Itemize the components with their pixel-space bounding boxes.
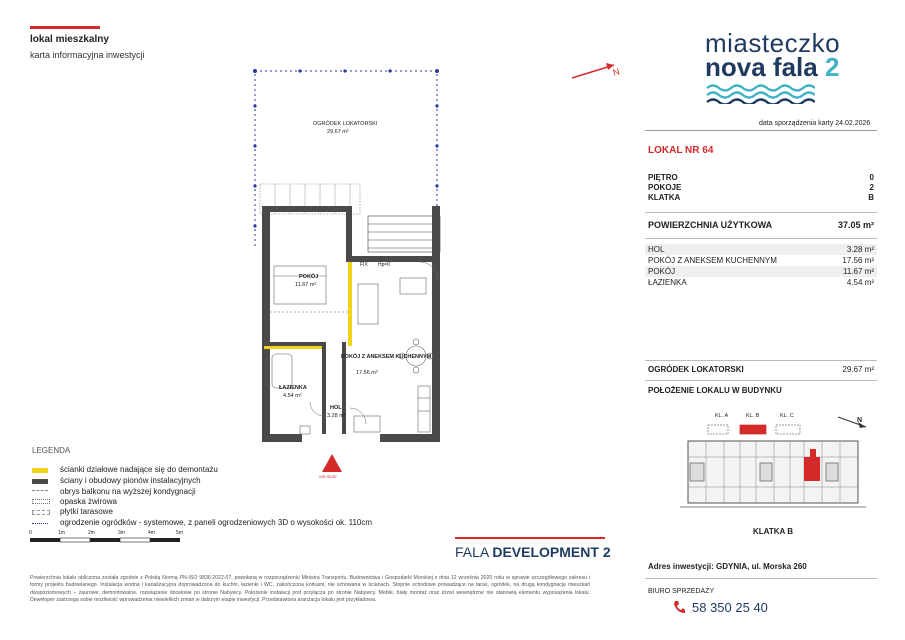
garden-separator [645, 360, 877, 361]
plan-garden-area: 29.67 m² [327, 129, 349, 135]
phone-icon [673, 600, 685, 614]
header-title: lokal mieszkalny [30, 34, 109, 45]
legend-swatch-tiles [32, 510, 50, 515]
room-value: 4.54 m² [846, 278, 874, 287]
plan-bath-area: 4.54 m² [283, 393, 302, 399]
legend-item: ścianki działowe nadające się do demontażu [60, 465, 218, 474]
building-keyplan [680, 405, 880, 525]
legend-item: ściany i obudowy pionów instalacyjnych [60, 476, 201, 485]
legend-swatch-fence [32, 523, 48, 524]
fact-value: 0 [869, 173, 874, 182]
keyplan-stair-c: KL. C [780, 413, 794, 419]
sales-office-label: BIURO SPRZEDAŻY [648, 588, 715, 595]
room-label: POKÓJ Z ANEKSEM KUCHENNYM [648, 256, 777, 265]
fact-label: POKOJE [648, 183, 682, 192]
plan-room2-area: 17.56 m² [356, 370, 378, 376]
keyplan-stair-b: KL. B [746, 413, 760, 419]
room-label: HOL [648, 245, 665, 254]
plan-room1-area: 11.67 m² [295, 282, 317, 288]
area-row [645, 219, 877, 230]
keyplan-north: N [857, 417, 863, 424]
logo-line2 [705, 52, 839, 83]
fact-label: PIĘTRO [648, 173, 678, 182]
room-label: POKÓJ [648, 267, 676, 276]
scale-bar [30, 536, 200, 546]
plan-hall-name: HOL [330, 405, 342, 411]
area-separator-bottom [645, 238, 877, 239]
card-date: data sporządzenia karty 24.02.2026 [759, 120, 871, 127]
scale-label: 5m [176, 530, 183, 536]
fact-label: KLATKA [648, 193, 681, 202]
plan-room1-name: POKÓJ [299, 274, 319, 280]
fact-value: 2 [869, 183, 874, 192]
garden-value: 29.67 m² [842, 365, 874, 374]
investment-address: Adres inwestycji: GDYNIA, ul. Morska 260 [648, 562, 807, 571]
plan-garden-name: OGRÓDEK LOKATORSKI [313, 121, 378, 127]
fact-value: B [868, 193, 874, 202]
legend-item: obrys balkonu na wyższej kondygnacji [60, 487, 196, 496]
header-subtitle: karta informacyjna inwestycji [30, 50, 145, 60]
north-label: N [611, 66, 621, 78]
developer-name-bold: DEVELOPMENT 2 [492, 544, 611, 560]
plan-fix-label: FIX [360, 262, 368, 268]
sales-phone: 58 350 25 40 [692, 600, 768, 615]
developer-name-light: FALA [455, 544, 489, 560]
compass-arrow-icon [570, 60, 630, 82]
plan-room2-name: POKÓJ Z ANEKSEM KUCHENNYM [341, 354, 432, 360]
area-label: POWIERZCHNIA UŻYTKOWA [648, 220, 773, 230]
scale-label: 3m [118, 530, 125, 536]
logo-waves-icon [705, 84, 815, 104]
disclaimer-text: Powierzchnia lokalu obliczona została zgodnie z Polską Normą PN-ISO 9836:2022-07, powołaną w rozporządzeniu Ministra Transportu, Budownictwa i Gospodarki Morskiej z dnia 12 września 2020 roku w sprawie szczegółowego zakresu i formy projektu budowlanego. Instalacja wodna i kanalizacyjna doprowadzona do kuchni, łazienki i WC, zakończona korkami, nie schowana w ścianach. Stopnie schodowe prowadzące na taras, ogródek, na drugą kondygnację mieszkań dwupoziomowych – zaurowe; demontowalne, rozwiązanie docelowe po stronie Nabywcy. Położenie instalacji pod przyłącza po stronie Nabywcy. Meble, biały montaż oraz drzwi wewnętrzne nie stanowią elementu wyposażenia lokalu. Deweloper zastrzega sobie możliwość wprowadzenia niewielkich zmian w dalszym etapie inwestycji. Przedstawiona aranżacja lokalu jest przykładowa. [30, 575, 590, 603]
developer-name [455, 544, 611, 560]
room-row [645, 277, 877, 288]
garden-row [645, 364, 877, 375]
fact-row [645, 192, 877, 203]
plan-entrance-label: WEJŚCIE [319, 474, 337, 479]
legend-item: opaska żwirowa [60, 497, 117, 506]
logo-line2-number: 2 [824, 52, 840, 82]
plan-bath-name: ŁAZIENKA [279, 385, 307, 391]
logo-line1: miasteczko [705, 28, 841, 58]
scale-label: 2m [88, 530, 95, 536]
header-accent-bar [30, 26, 100, 29]
legend-item: ogrodzenie ogródków - systemowe, z paneli ogrodzeniowych 3D o wysokości ok. 110cm [60, 518, 373, 527]
legend-swatch-gravel [32, 499, 50, 504]
unit-title: LOKAL NR 64 [648, 145, 714, 156]
plan-fix-hp: Hp=0 [378, 262, 391, 268]
plan-hall-area: 3.28 m² [327, 413, 346, 419]
legend-swatch-partition [32, 468, 48, 473]
legend-swatch-balcony [32, 490, 48, 491]
developer-accent-bar [455, 537, 605, 539]
scale-label: 1m [58, 530, 65, 536]
room-value: 3.28 m² [846, 245, 874, 254]
floor-plan [250, 66, 450, 486]
area-separator-top [645, 212, 877, 213]
room-label: ŁAZIENKA [648, 278, 687, 287]
room-value: 11.67 m² [843, 267, 874, 276]
keyplan-stair-a: KL. A [715, 413, 729, 419]
room-row [645, 244, 877, 255]
location-label: POŁOŻENIE LOKALU W BUDYNKU [648, 386, 782, 395]
address-separator [645, 578, 877, 579]
location-separator [645, 380, 877, 381]
room-value: 17.56 m² [842, 256, 874, 265]
scale-label: 4m [148, 530, 155, 536]
legend-item: płytki tarasowe [60, 507, 113, 516]
logo-line2-main: nova fala [705, 52, 818, 82]
room-row [645, 266, 877, 277]
room-row [645, 255, 877, 266]
keyplan-caption: KLATKA B [753, 527, 793, 536]
legend-title: LEGENDA [32, 446, 71, 455]
date-separator [645, 130, 877, 131]
garden-label: OGRÓDEK LOKATORSKI [648, 365, 744, 374]
scale-label: 0 [29, 530, 32, 536]
legend-swatch-walls [32, 479, 48, 484]
area-value: 37.05 m² [837, 220, 874, 230]
